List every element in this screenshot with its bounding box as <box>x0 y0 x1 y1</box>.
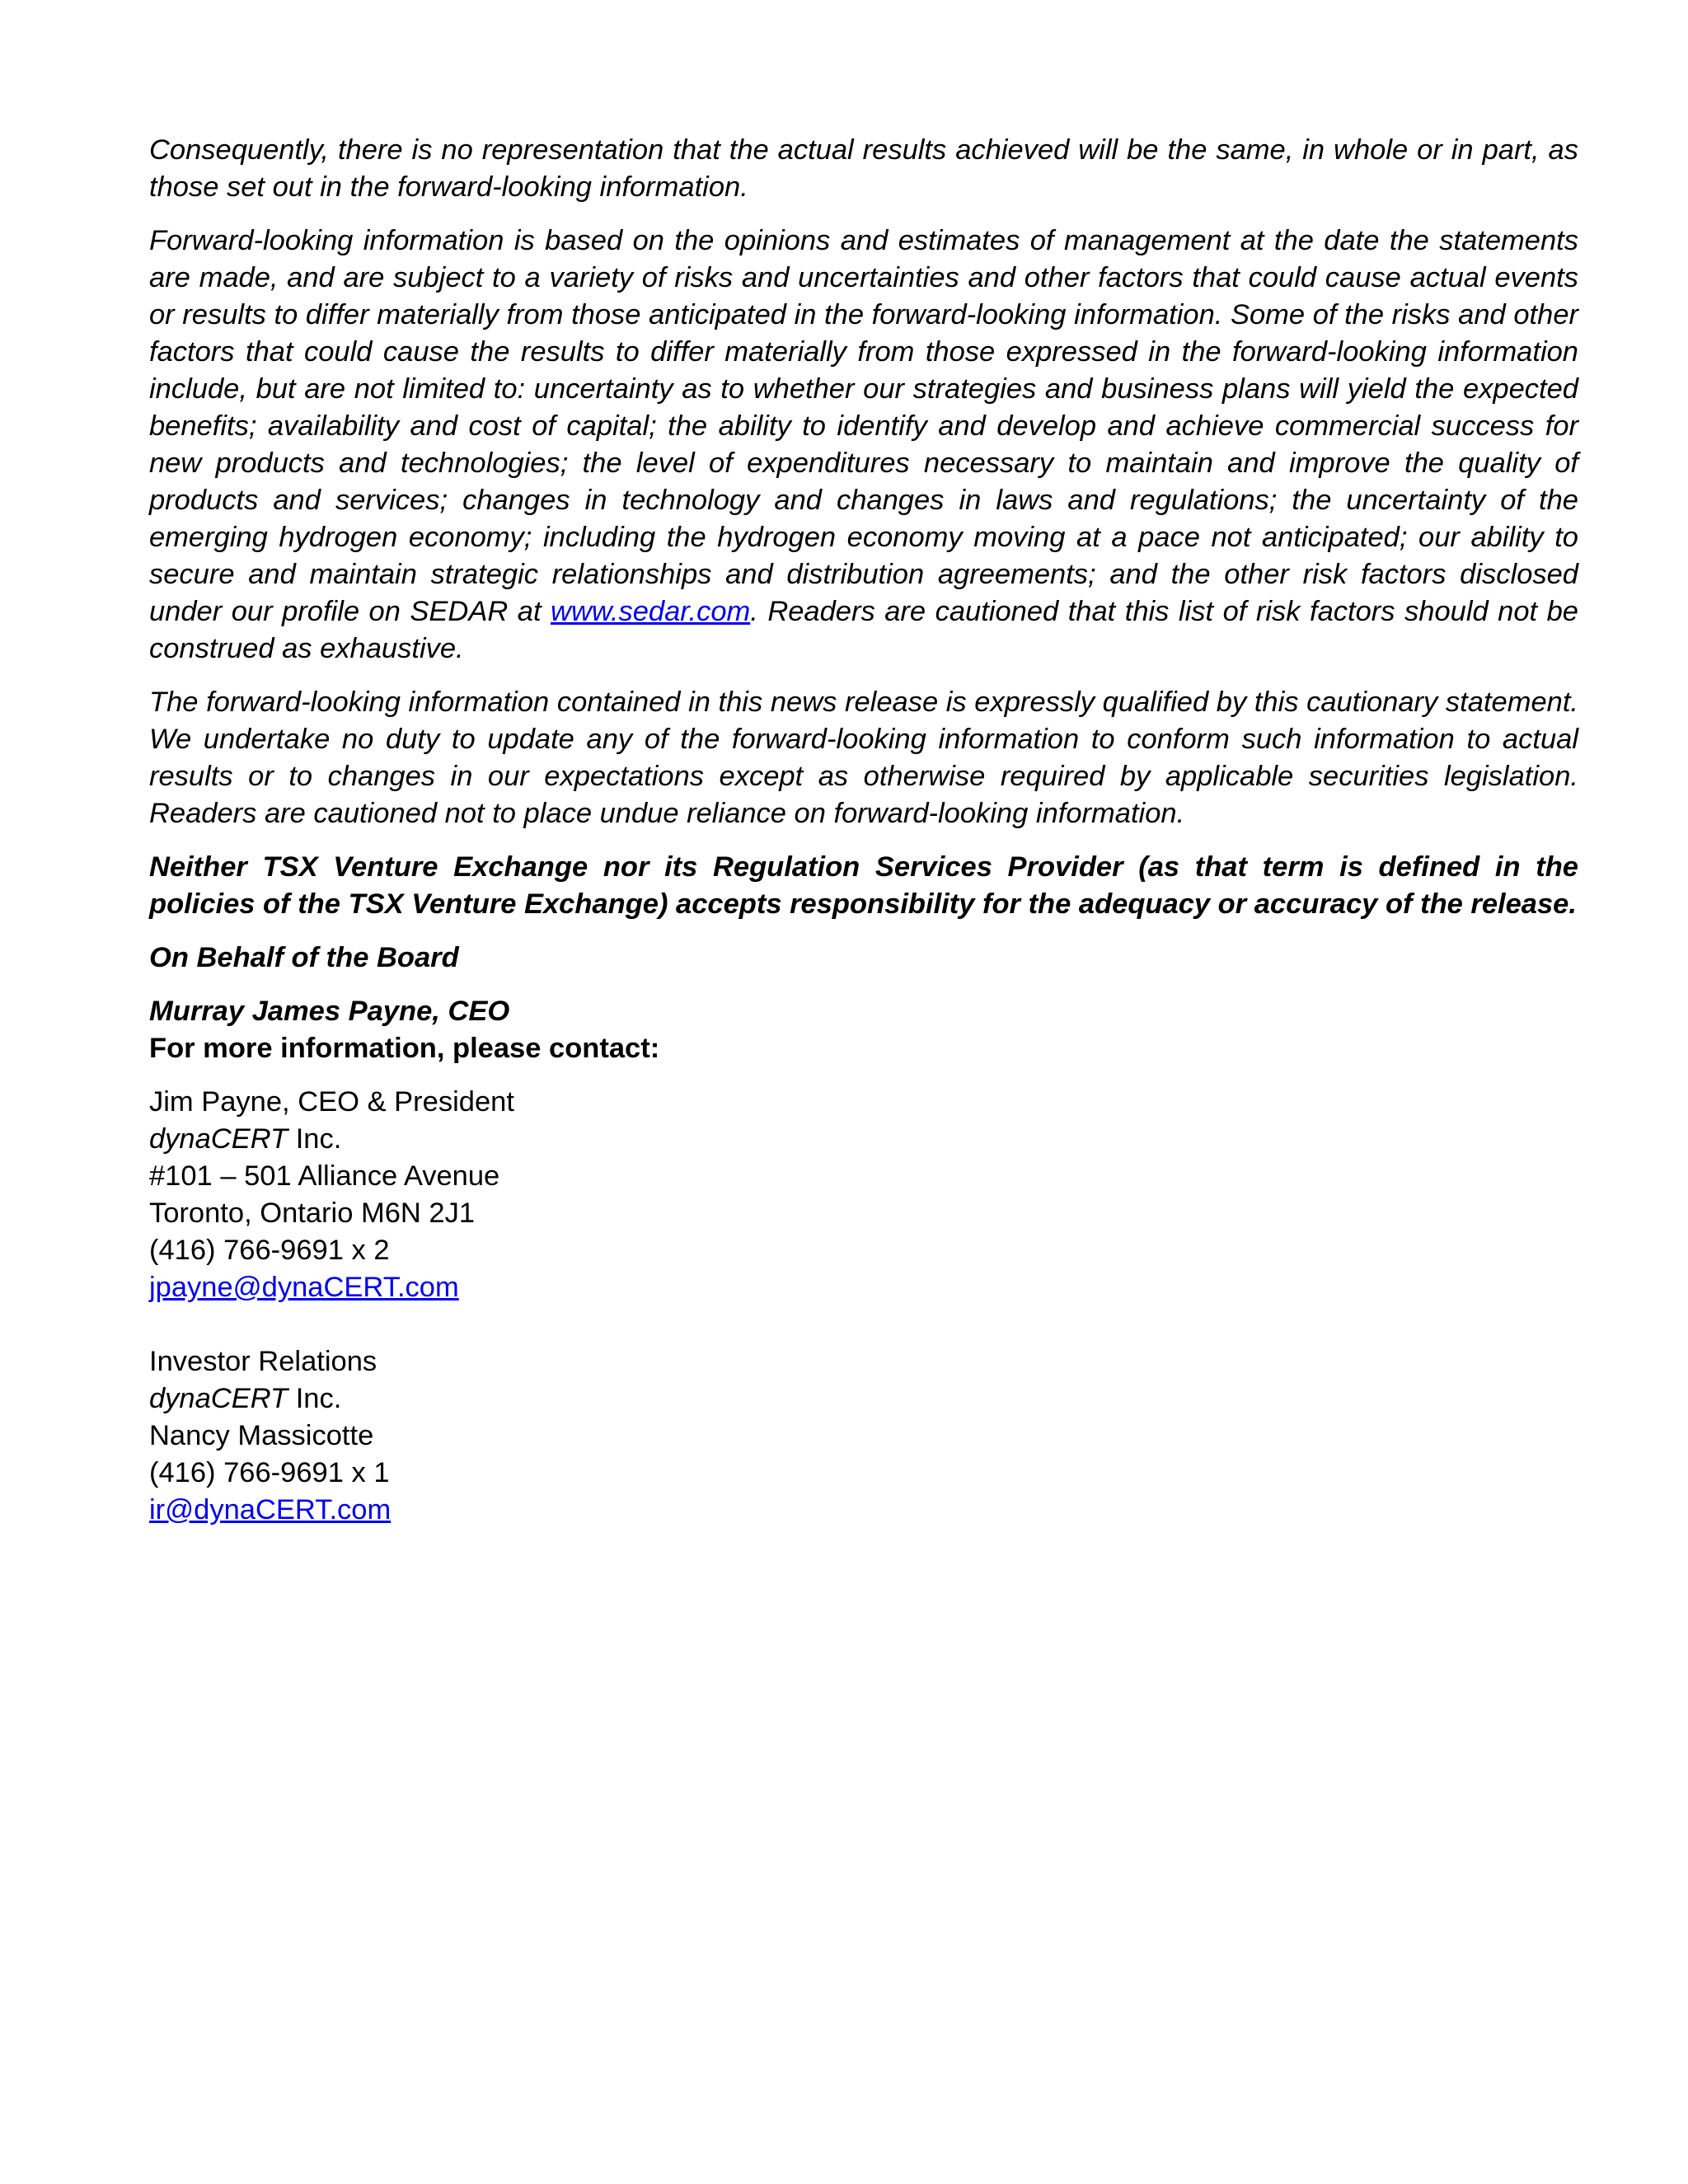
contact-ir-company <box>149 1380 1578 1418</box>
contact-ir-email-link[interactable]: ir@dynaCERT.com <box>149 1494 392 1526</box>
contact-primary-name: Jim Payne, CEO & President <box>149 1086 514 1118</box>
company-name-italic: dynaCERT <box>149 1123 288 1155</box>
contact-primary <box>149 1084 1578 1529</box>
contact-ir-name: Nancy Massicotte <box>149 1420 374 1451</box>
on-behalf-of-board: On Behalf of the Board <box>149 942 459 973</box>
document-page <box>149 132 1578 1545</box>
signature-block <box>149 993 1578 1067</box>
signer-name: Murray James Payne, CEO <box>149 996 510 1027</box>
contact-ir-phone: (416) 766-9691 x 1 <box>149 1457 390 1488</box>
contact-heading: For more information, please contact: <box>149 1033 660 1064</box>
contact-primary-address2: Toronto, Ontario M6N 2J1 <box>149 1197 476 1229</box>
contact-primary-address1: #101 – 501 Alliance Avenue <box>149 1160 500 1192</box>
contact-ir-title: Investor Relations <box>149 1346 377 1377</box>
contact-primary-email-link[interactable]: jpayne@dynaCERT.com <box>149 1272 459 1303</box>
paragraph-risks-tail: . Readers are cautioned that this list of risk factors should not be construed as exhaustive. <box>149 596 1578 664</box>
contact-primary-company <box>149 1121 1578 1158</box>
paragraph-qualified: The forward-looking information contained in this news release is expressly qualified by this cautionary statement. We undertake no duty to update any of the forward-looking information to conform such information to actual results or to changes in our expectations except as otherwise required by applicable securities legislation. Readers are cautioned not to place undue reliance on forward-looking information. <box>149 687 1578 829</box>
contact-primary-phone: (416) 766-9691 x 2 <box>149 1235 390 1266</box>
spacer <box>149 1306 1578 1343</box>
company-suffix: Inc. <box>288 1383 342 1414</box>
paragraph-consequently: Consequently, there is no representation that the actual results achieved will be the same, in whole or in part, as those set out in the forward-looking information. <box>149 134 1578 203</box>
sedar-link[interactable]: www.sedar.com <box>551 596 751 627</box>
paragraph-tsx-disclaimer: Neither TSX Venture Exchange nor its Regulation Services Provider (as that term is defined in the policies of the TSX Venture Exchange) accepts responsibility for the adequacy or accuracy of the release. <box>149 851 1578 920</box>
company-name-italic: dynaCERT <box>149 1383 288 1414</box>
company-suffix: Inc. <box>288 1123 342 1155</box>
paragraph-forward-looking-risks <box>149 223 1578 668</box>
paragraph-risks-text: Forward-looking information is based on the opinions and estimates of management at the date the statements are made, and are subject to a variety of risks and uncertainties and other factors that could cause actual events or results to differ materially from those anticipated in the forward-looking information. Some of the risks and other factors that could cause the results to differ materially from those expressed in the forward-looking information include, but are not limited to: uncertainty as to whether our strategies and business plans will yield the expected benefits; availability and cost of capital; the ability to identify and develop and achieve commercial success for new products and technologies; the level of expenditures necessary to maintain and improve the quality of products and services; changes in technology and changes in laws and regulations; the uncertainty of the emerging hydrogen economy; including the hydrogen economy moving at a pace not anticipated; our ability to secure and maintain strategic relationships and distribution agreements; and the other risk factors disclosed under our profile on SEDAR at <box>149 225 1578 627</box>
